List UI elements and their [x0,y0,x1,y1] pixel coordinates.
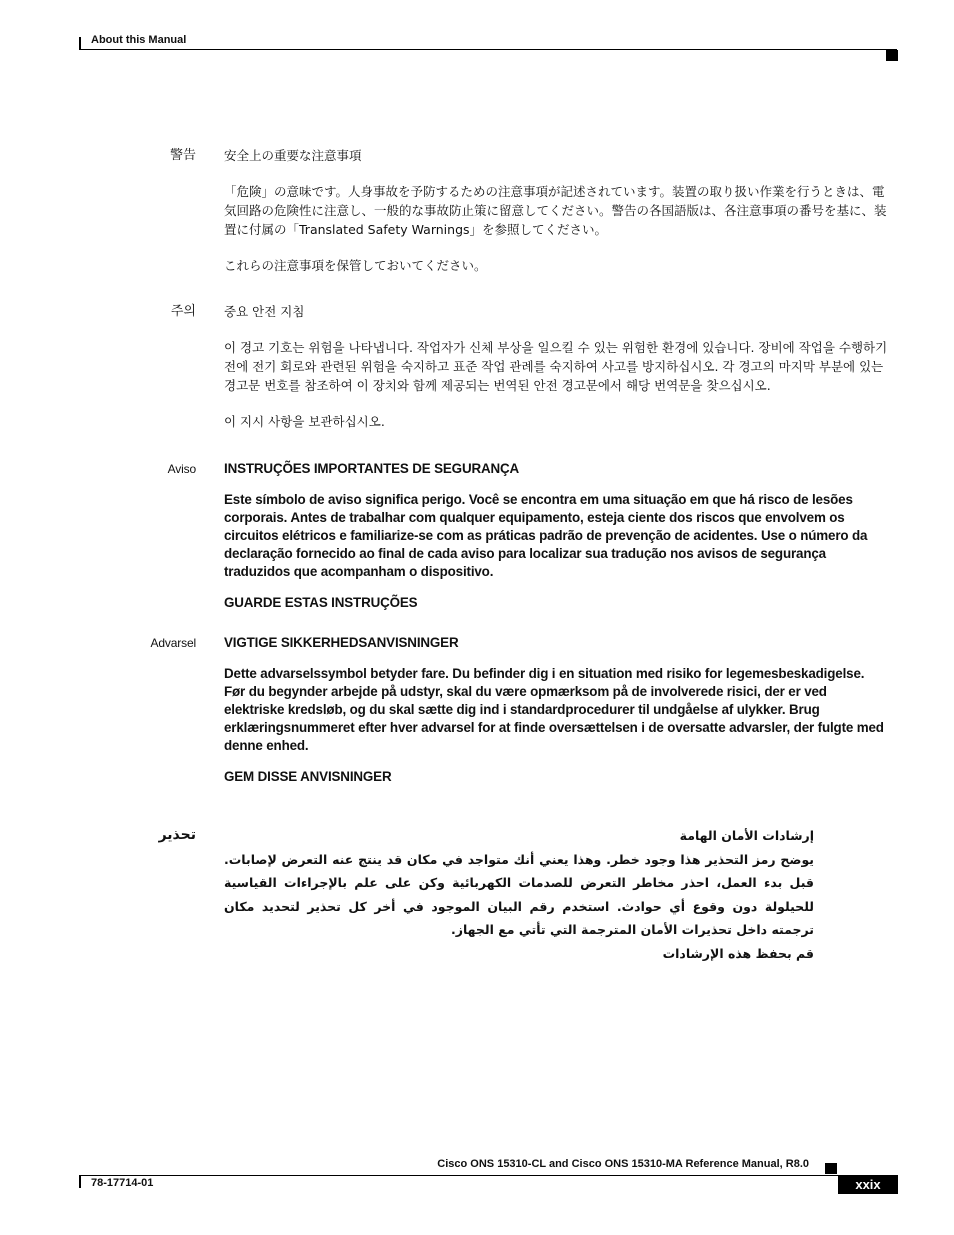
warning-body [224,302,888,448]
warning-label: Aviso [167,462,196,476]
footer-tick [79,1175,81,1188]
warning-text: يوضح رمز التحذير هذا وجود خطر. وهذا يعني أنك متواجد في مكان قد ينتج عنه التعرض لإصابات. قبل بدء العمل، احذر مخاطر التعرض للصدمات الكهربائية وكن على علم بالإجراءات القياسية للحيلولة دون وقوع أي حوادث. استخدم رقم البيان الموجود في أخر كل تحذير لتحديد مكان ترجمته داخل تحذيرات الأمان المترجمة التي تأتي مع الجهاز. [224,851,814,937]
footer-doc-number: 78-17714-01 [91,1177,154,1189]
warning-keep-text: قم بحفظ هذه الإرشادات [662,945,814,961]
warning-text: Este símbolo de aviso significa perigo. Você se encontra em uma situação em que há risco de lesões corporais. Antes de trabalhar com qualquer equipamento, esteja ciente dos riscos que envolvem os circuitos elétricos e familiarize-se com as práticas padrão de prevenção de acidentes. Use o número da declaração fornecido ao final de cada aviso para localizar sua tradução nos avisos de segurança traduzidos que acompanham o dispositivo. [224,492,868,579]
header-marker [886,50,898,61]
footer-rule [79,1175,897,1176]
warning-body [224,824,814,965]
footer-manual-title: Cisco ONS 15310-CL and Cisco ONS 15310-MA Reference Manual, R8.0 [437,1158,809,1170]
footer-marker [825,1163,837,1174]
warning-text: 이 경고 기호는 위험을 나타냅니다. 작업자가 신체 부상을 일으킬 수 있는 위험한 환경에 있습니다. 장비에 작업을 수행하기 전에 전기 회로와 관련된 위험을 숙지하고 표준 작업 관례를 숙지하여 사고를 방지하십시오. 각 경고의 마지막 부분에 있는 경고문 번호를 참조하여 이 장치와 함께 제공되는 번역된 안전 경고문에서 해당 번역문을 찾으십시오. [224,340,888,393]
warning-title: 安全上の重要な注意事項 [224,148,362,163]
warning-keep-text: GUARDE ESTAS INSTRUÇÕES [224,595,418,610]
page-number: xxix [838,1175,898,1194]
warning-label: 주의 [170,304,196,319]
warning-title: INSTRUÇÕES IMPORTANTES DE SEGURANÇA [224,461,520,476]
warning-keep-text: GEM DISSE ANVISNINGER [224,769,392,784]
warning-keep-text: 이 지시 사항을 보관하십시오. [224,414,385,429]
warning-label: تحذير [158,827,196,843]
running-header: About this Manual [91,34,187,46]
warning-title: VIGTIGE SIKKERHEDSANVISNINGER [224,635,459,650]
warning-text: Dette advarselssymbol betyder fare. Du befinder dig i en situation med risiko for legemesbeskadigelse. Før du begynder arbejde på udstyr, skal du være opmærksom på de involverede risici, der er ved elektriske kredsløb, og du skal sætte dig ind i standardprocedurer til undgåelse af ulykker. Brug erklæringsnummeret efter hver advarsel for at finde oversættelsen i de oversatte advarsler, der fulgte med denne enhed. [224,666,884,753]
header-rule [79,49,897,50]
warning-label: Advarsel [150,636,196,650]
warning-title: 중요 안전 지침 [224,304,305,319]
warning-keep-text: これらの注意事項を保管しておいてください。 [224,258,487,273]
warning-label: 警告 [169,148,196,163]
warning-body [224,634,888,799]
warning-body [224,146,888,292]
warning-body [224,460,888,625]
warning-text: 「危険」の意味です。人身事故を予防するための注意事項が記述されています。装置の取り扱い作業を行うときは、電気回路の危険性に注意し、一般的な事故防止策に留意してください。警告の各国語版は、各注意事項の番号を基に、装置に付属の「Translated Safety Warnings」を参照してください。 [224,184,887,237]
warning-title: إرشادات الأمان الهامة [679,828,814,843]
